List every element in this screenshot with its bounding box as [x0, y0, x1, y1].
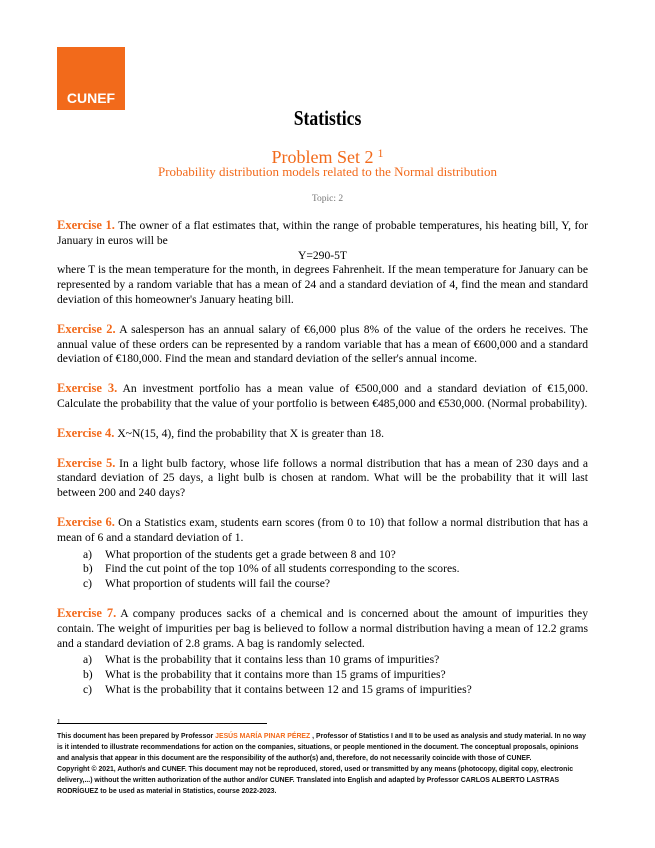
list-marker: b) — [83, 562, 93, 576]
list-item — [83, 547, 588, 563]
sub-question-list — [57, 653, 588, 697]
exercise-text: An investment portfolio has a mean value of €500,000 and a standard deviation of €15,000. Calculate the probability that the value of your portfolio is between €485,000 and €530,000. (Normal probability). — [57, 382, 588, 410]
list-item-text: What is the probability that it contains more than 15 grams of impurities? — [105, 668, 446, 682]
exercise-label: Exercise 2. — [57, 321, 116, 336]
exercise-7 — [57, 606, 588, 698]
exercise-text: On a Statistics exam, students earn scores (from 0 to 10) that follow a normal distribution that has a mean of 6 and a standard deviation of 1. — [57, 515, 588, 544]
footnote-marker: 1 — [57, 718, 61, 726]
list-marker: a) — [83, 547, 93, 561]
exercise-label: Exercise 4. — [57, 425, 115, 440]
footnote-text: , Professor of Statistics I and II to be used as analysis and study material. In no way is it intended to illustrate recommendations for action on the companies, situations, or people mentioned in the document. The conceptual proposals, opinions and analysis that appear in this document are the responsibility of the author(s) and, therefore, do not necessarily coincide with those of CUNEF. — [57, 733, 586, 762]
list-item — [83, 668, 588, 683]
list-item-text: What proportion of the students get a grade between 8 and 10? — [105, 547, 396, 561]
footnote-paragraph-1 — [57, 731, 589, 764]
exercise-text: A salesperson has an annual salary of €6,000 plus 8% of the value of the orders he receives. The annual value of these orders can be represented by a random variable that has a mean of €600,000 and a standard deviation of €180,000. Find the mean and standard deviation of the seller's annual income. — [57, 322, 588, 366]
list-item-text: What is the probability that it contains between 12 and 15 grams of impurities? — [105, 682, 472, 696]
exercise-2 — [57, 322, 588, 367]
list-marker: c) — [83, 577, 93, 591]
sub-question-list — [57, 548, 588, 592]
topic-label: Topic: 2 — [311, 194, 344, 204]
exercise-label: Exercise 6. — [57, 514, 115, 529]
problem-set-label: Problem Set 2 — [271, 147, 374, 167]
list-item — [83, 562, 588, 577]
page-title: Statistics — [293, 106, 362, 130]
footnote-divider — [57, 723, 267, 724]
footnote-paragraph-2: Copyright © 2021, Author/s and CUNEF. This document may not be reproduced, stored, used or transmitted by any means (photocopy, digital copy, electronic delivery,...) without the written authorization of the author and/or CUNEF. Translated into English and adapted by Professor CARLOS ALBERTO LASTRAS RODRÍGUEZ to be used as material in Statistics, course 2022-2023. — [57, 766, 574, 795]
logo-text: CUNEF — [66, 90, 116, 106]
list-item-text: What is the probability that it contains less than 10 grams of impurities? — [105, 653, 440, 667]
exercise-4 — [57, 426, 588, 442]
list-item — [83, 682, 588, 698]
formula: Y=290-5T — [297, 248, 348, 262]
list-item — [83, 577, 588, 592]
footnote — [57, 731, 589, 797]
exercise-text: The owner of a flat estimates that, within the range of probable temperatures, his heating bill, Y, for January in euros will be — [57, 219, 588, 247]
exercise-label: Exercise 7. — [57, 605, 117, 620]
exercise-1 — [57, 218, 588, 308]
author-name: JESÚS MARÍA PINAR PÉREZ — [215, 733, 311, 740]
exercise-text: A company produces sacks of a chemical and is concerned about the amount of impurities they contain. The weight of impurities per bag is believed to follow a normal distribution having a mean of 12.2 grams and a standard deviation of 2.8 grams. A bag is randomly selected. — [57, 606, 588, 650]
list-item-text: What proportion of students will fail the course? — [105, 577, 331, 591]
list-item-text: Find the cut point of the top 10% of all students corresponding to the scores. — [105, 562, 460, 576]
exercise-label: Exercise 5. — [57, 455, 116, 470]
cunef-logo — [57, 47, 125, 110]
exercise-5 — [57, 456, 588, 501]
footnote-reference[interactable]: 1 — [377, 146, 384, 160]
list-item — [83, 653, 588, 668]
exercise-label: Exercise 1. — [57, 218, 115, 232]
list-marker: c) — [83, 682, 93, 696]
footnote-text: This document has been prepared by Professor — [57, 733, 214, 740]
exercise-text: X~N(15, 4), find the probability that X is greater than 18. — [117, 426, 385, 440]
exercise-text-continued: where T is the mean temperature for the month, in degrees Fahrenheit. If the mean temperature for January can be represented by a random variable that has a mean of 24 and a standard deviation of 4, find the mean and standard deviation of this homeowner's January heating bill. — [57, 263, 588, 306]
exercise-list — [57, 218, 588, 712]
list-marker: b) — [83, 668, 93, 682]
subtitle: Probability distribution models related to the Normal distribution — [157, 164, 498, 179]
exercise-3 — [57, 381, 588, 412]
exercise-label: Exercise 3. — [57, 381, 118, 396]
exercise-text: In a light bulb factory, whose life follows a normal distribution that has a mean of 230 days and a standard deviation of 25 days, a light bulb is chosen at random. What will be the probability that it will last between 200 and 240 days? — [57, 456, 588, 500]
exercise-6 — [57, 515, 588, 592]
list-marker: a) — [83, 653, 93, 667]
